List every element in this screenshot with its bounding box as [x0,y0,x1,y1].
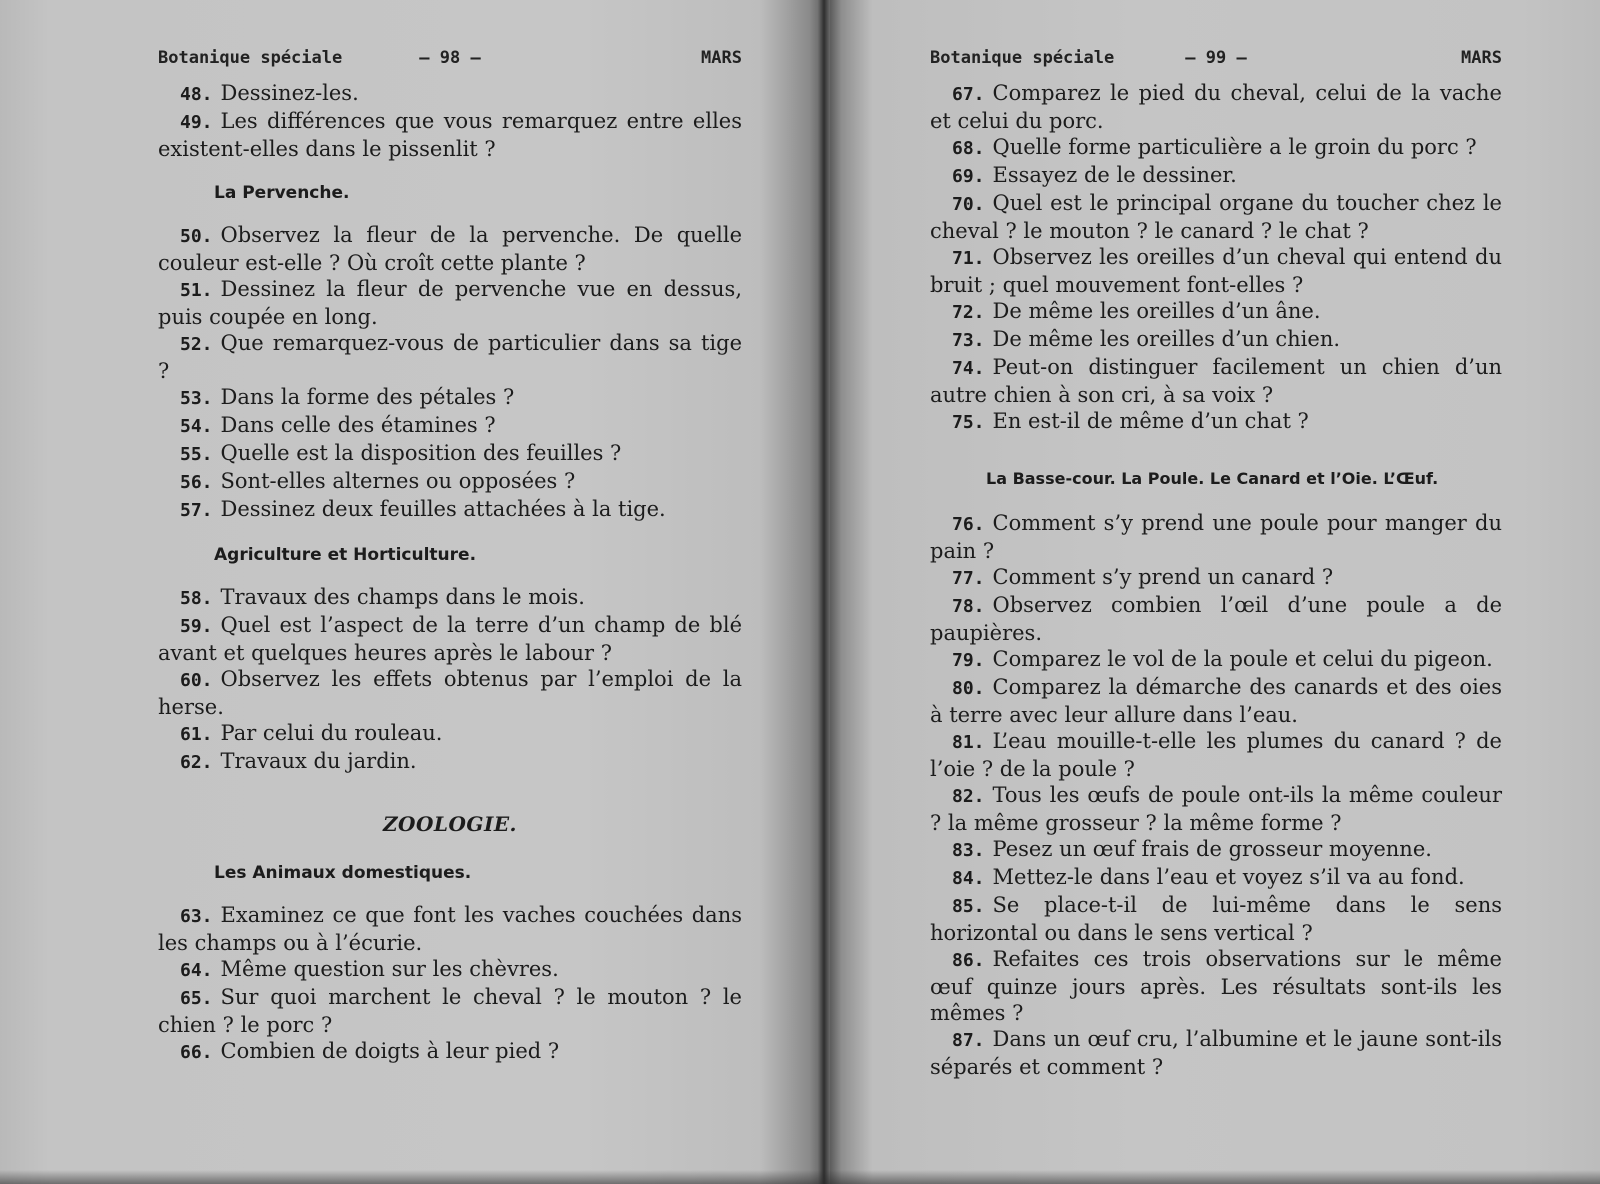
question-number: 67. [952,84,985,105]
question-number: 77. [952,568,985,589]
question-text: Refaites ces trois observations sur le même œuf quinze jours après. Les résultats sont-ils les mêmes ? [930,947,1502,1025]
question-item [930,892,1502,946]
question-item [158,276,742,330]
question-text: Sont-elles alternes ou opposées ? [220,469,576,493]
left-text-column [158,40,742,1066]
header-month: MARS [1461,48,1502,68]
question-text: Mettez-le dans l’eau et voyez s’il va au fond. [992,865,1465,889]
question-list [930,80,1502,436]
question-text: Comment s’y prend un canard ? [992,565,1334,589]
running-header [930,40,1502,80]
question-list [158,902,742,1066]
question-item [930,864,1502,892]
question-number: 51. [180,280,213,301]
question-item [930,190,1502,244]
question-number: 84. [952,868,985,889]
question-item [158,222,742,276]
question-text: Dans un œuf cru, l’albumine et le jaune sont-ils séparés et comment ? [930,1027,1502,1079]
question-item [158,440,742,468]
question-item [930,162,1502,190]
question-number: 66. [180,1042,213,1063]
question-text: Dans celle des étamines ? [220,413,496,437]
page-bottom-shadow [0,1170,1600,1184]
question-text: Observez les effets obtenus par l’emploi de la herse. [158,667,742,719]
question-text: Dessinez deux feuilles attachées à la tige. [220,497,666,521]
question-item [930,564,1502,592]
question-number: 65. [180,988,213,1009]
question-list [930,510,1502,1080]
question-number: 68. [952,138,985,159]
question-text: Combien de doigts à leur pied ? [220,1039,560,1063]
question-item [930,354,1502,408]
question-item [158,666,742,720]
question-item [930,728,1502,782]
question-item [158,412,742,440]
question-text: L’eau mouille-t-elle les plumes du canard ? de l’oie ? de la poule ? [930,729,1502,781]
question-text: Les différences que vous remarquez entre elles existent-elles dans le pissenlit ? [158,109,742,161]
question-number: 83. [952,840,985,861]
question-text: Sur quoi marchent le cheval ? le mouton ? le chien ? le porc ? [158,985,742,1037]
question-number: 71. [952,248,985,269]
question-number: 49. [180,112,213,133]
header-month: MARS [701,48,742,68]
question-item [158,108,742,162]
page-number: — 99 — [1185,48,1247,68]
question-item [158,720,742,748]
page-number: — 98 — [419,48,481,68]
question-number: 69. [952,166,985,187]
question-text: Dessinez-les. [220,81,359,105]
question-number: 75. [952,412,985,433]
question-number: 76. [952,514,985,535]
question-text: Quel est le principal organe du toucher chez le cheval ? le mouton ? le canard ? le chat ? [930,191,1502,243]
question-text: Comparez la démarche des canards et des oies à terre avec leur allure dans l’eau. [930,675,1502,727]
question-number: 64. [180,960,213,981]
question-item [930,80,1502,134]
question-text: En est-il de même d’un chat ? [992,409,1309,433]
question-number: 86. [952,950,985,971]
question-number: 82. [952,786,985,807]
question-number: 61. [180,724,213,745]
question-number: 62. [180,752,213,773]
question-list [158,80,742,162]
subheading-agriculture: Agriculture et Horticulture. [214,545,477,565]
question-number: 79. [952,650,985,671]
question-number: 57. [180,500,213,521]
question-item [158,984,742,1038]
question-text: Tous les œufs de poule ont-ils la même couleur ? la même grosseur ? la même forme ? [930,783,1502,835]
question-item [158,468,742,496]
question-text: De même les oreilles d’un âne. [992,299,1321,323]
question-text: Peut-on distinguer facilement un chien d’un autre chien à son cri, à sa voix ? [930,355,1502,407]
question-text: Observez les oreilles d’un cheval qui entend du bruit ; quel mouvement font-elles ? [930,245,1502,297]
question-item [158,584,742,612]
question-item [930,298,1502,326]
question-text: De même les oreilles d’un chien. [992,327,1341,351]
question-text: Comment s’y prend une poule pour manger du pain ? [930,511,1502,563]
question-text: Essayez de le dessiner. [992,163,1237,187]
question-text: Observez combien l’œil d’une poule a de paupières. [930,593,1502,645]
question-text: Dessinez la fleur de pervenche vue en dessus, puis coupée en long. [158,277,742,329]
question-item [930,674,1502,728]
book-gutter [818,0,830,1184]
question-number: 60. [180,670,213,691]
subheading-animaux: Les Animaux domestiques. [214,863,472,883]
question-number: 58. [180,588,213,609]
question-item [158,956,742,984]
question-number: 78. [952,596,985,617]
question-item [158,612,742,666]
question-number: 63. [180,906,213,927]
question-number: 48. [180,84,213,105]
question-text: Travaux des champs dans le mois. [220,585,585,609]
question-text: Quel est l’aspect de la terre d’un champ de blé avant et quelques heures après le labour ? [158,613,742,665]
header-subject: Botanique spéciale [158,48,343,68]
question-item [930,408,1502,436]
question-number: 81. [952,732,985,753]
question-number: 50. [180,226,213,247]
question-text: Travaux du jardin. [220,749,417,773]
question-item [158,80,742,108]
question-item [930,836,1502,864]
subheading-basse-cour: La Basse-cour. La Poule. Le Canard et l’Oie. L’Œuf. [986,469,1439,488]
question-item [158,1038,742,1066]
question-text: Examinez ce que font les vaches couchées dans les champs ou à l’écurie. [158,903,742,955]
question-text: Même question sur les chèvres. [220,957,559,981]
question-number: 73. [952,330,985,351]
question-number: 80. [952,678,985,699]
question-number: 85. [952,896,985,917]
question-text: Que remarquez-vous de particulier dans sa tige ? [158,331,742,383]
question-number: 70. [952,194,985,215]
question-number: 74. [952,358,985,379]
question-text: Quelle est la disposition des feuilles ? [220,441,622,465]
question-item [158,330,742,384]
question-text: Dans la forme des pétales ? [220,385,515,409]
subheading-pervenche: La Pervenche. [214,183,350,203]
question-number: 55. [180,444,213,465]
question-item [930,134,1502,162]
section-title-zoologie: ZOOLOGIE. [382,812,518,836]
question-number: 53. [180,388,213,409]
question-item [930,646,1502,674]
question-text: Par celui du rouleau. [220,721,443,745]
question-text: Se place-t-il de lui-même dans le sens horizontal ou dans le sens vertical ? [930,893,1502,945]
right-text-column [930,40,1502,1080]
question-number: 87. [952,1030,985,1051]
question-item [930,244,1502,298]
right-page [826,0,1600,1184]
question-number: 52. [180,334,213,355]
question-item [930,510,1502,564]
question-number: 54. [180,416,213,437]
question-item [930,782,1502,836]
running-header [158,40,742,80]
question-list [158,222,742,524]
question-item [930,326,1502,354]
question-item [930,1026,1502,1080]
question-item [930,946,1502,1026]
question-text: Comparez le pied du cheval, celui de la vache et celui du porc. [930,81,1502,133]
question-number: 59. [180,616,213,637]
question-text: Quelle forme particulière a le groin du porc ? [992,135,1477,159]
question-number: 72. [952,302,985,323]
question-item [158,496,742,524]
question-item [158,748,742,776]
question-list [158,584,742,776]
question-item [158,384,742,412]
header-subject: Botanique spéciale [930,48,1115,68]
question-text: Pesez un œuf frais de grosseur moyenne. [992,837,1432,861]
question-item [930,592,1502,646]
question-item [158,902,742,956]
question-number: 56. [180,472,213,493]
question-text: Comparez le vol de la poule et celui du pigeon. [992,647,1493,671]
question-text: Observez la fleur de la pervenche. De quelle couleur est-elle ? Où croît cette plante ? [158,223,742,275]
